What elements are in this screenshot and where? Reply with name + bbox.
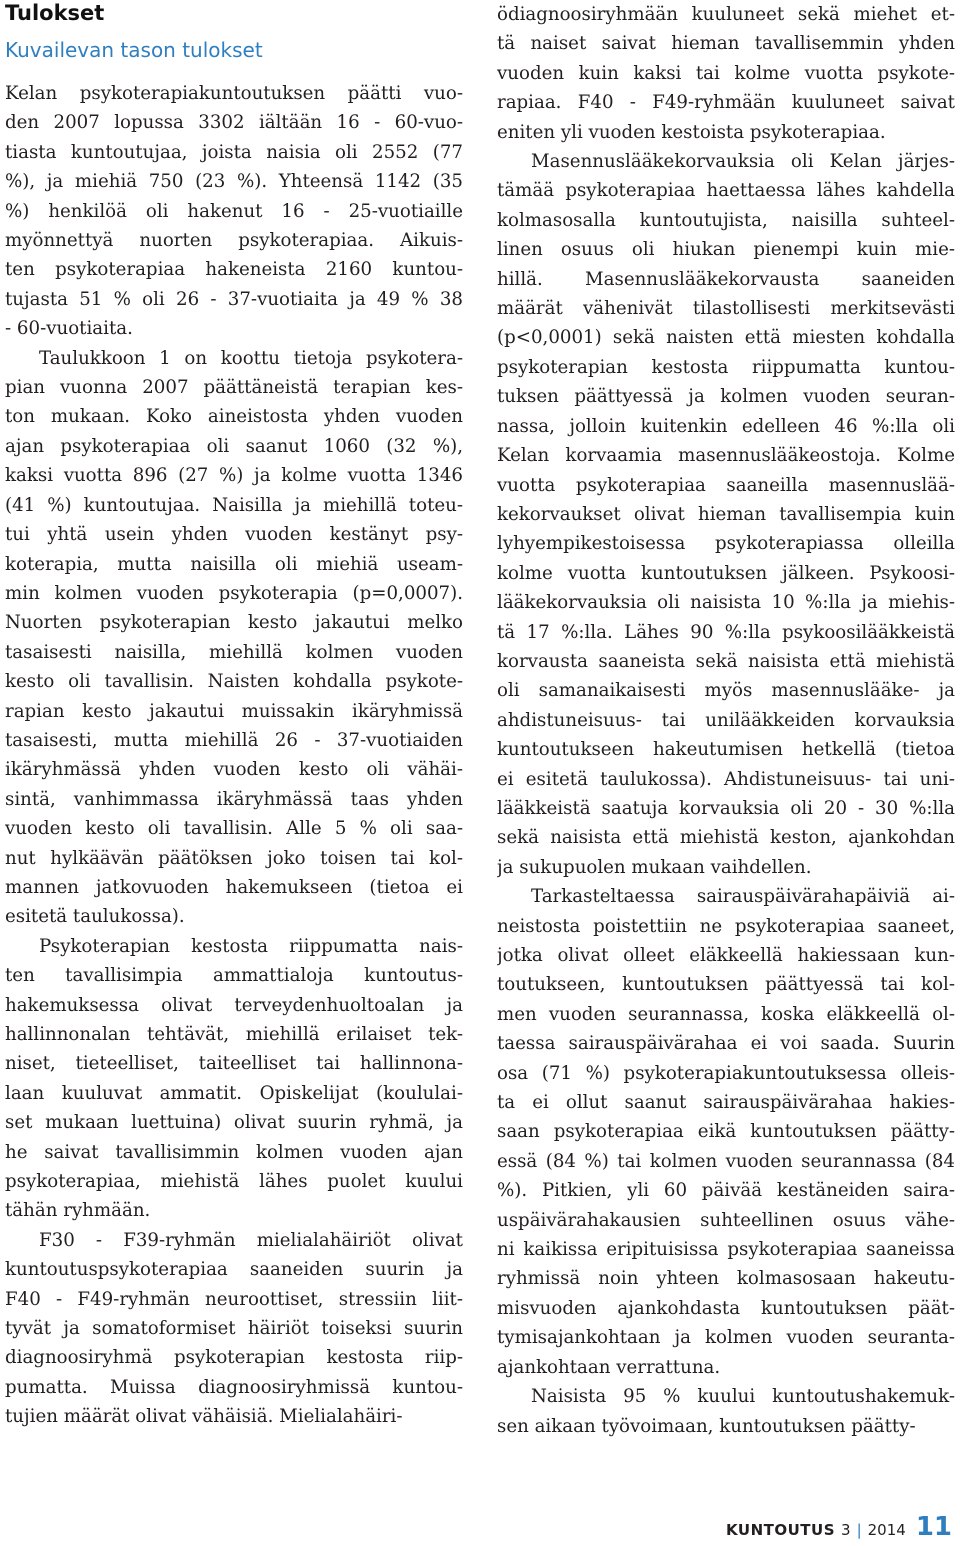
text-line: myönnettyä nuorten psykoterapiaa. Aikuis- <box>5 230 463 252</box>
text-line: ödiagnoosiryhmään kuuluneet sekä miehet et- <box>497 4 955 25</box>
text-line: laan kuuluvat ammatit. Opiskelijat (koululai- <box>5 1082 463 1104</box>
paragraph <box>497 1382 955 1441</box>
text-line: %) henkilöä oli hakenut 16 - 25-vuotiaille <box>5 200 463 222</box>
text-line: Psykoterapian kestosta riippumatta nais- <box>39 935 463 957</box>
text-line: ton mukaan. Koko aineistosta yhden vuoden <box>5 406 463 428</box>
text-line: tähän ryhmään. <box>5 1200 151 1222</box>
text-line: neistosta poistettiin ne psykoterapiaa saaneet, <box>497 915 955 937</box>
text-line: toutukseen, kuntoutuksen päättyessä tai kol- <box>497 974 955 996</box>
text-line: %), ja miehiä 750 (23 %). Yhteensä 1142 (35 <box>5 171 463 193</box>
text-line: sen aikaan työvoimaan, kuntoutuksen päätty- <box>497 1415 916 1437</box>
text-line: (p<0,0001) sekä naisten että miesten kohdalla <box>497 327 955 349</box>
text-line: misvuoden ajankohdasta kuntoutuksen päät- <box>497 1297 955 1319</box>
section-heading: Tulokset <box>5 1 105 25</box>
text-line: vuotta psykoterapiaa saaneilla masennuslää- <box>497 474 955 496</box>
magazine-name: KUNTOUTUS <box>726 1521 836 1539</box>
text-line: vuoden kuin kaksi tai kolme vuotta psykote- <box>497 62 955 84</box>
text-line: ikäryhmässä yhden vuoden kesto oli vähäi- <box>5 759 463 781</box>
text-line: psykoterapian kestosta riippumatta kuntou- <box>497 356 955 378</box>
text-line: hakemuksessa olivat terveydenhuoltoalan ja <box>5 994 463 1016</box>
text-line: essä (84 %) tai kolmen vuoden seurannassa (84 <box>497 1150 955 1172</box>
paragraph <box>5 1226 463 1432</box>
paragraph <box>497 147 955 882</box>
text-line: ahdistuneisuus- tai unilääkkeiden korvauksia <box>497 709 955 731</box>
text-line: määrät vähenivät tilastollisesti merkitsevästi <box>497 298 955 320</box>
text-line: kolmasosalla kuntoutujista, naisilla suhteel- <box>497 209 955 231</box>
paragraph <box>5 79 463 344</box>
text-line: tämää psykoterapiaa haettaessa lähes kahdella <box>497 180 955 202</box>
text-line: men vuoden seurannassa, koska eläkkeellä ol- <box>497 1003 955 1025</box>
text-line: ni kaikissa eripituisissa psykoterapiaa saaneissa <box>497 1239 955 1261</box>
text-line: Taulukkoon 1 on koottu tietoja psykotera- <box>39 347 463 369</box>
paragraph <box>5 344 463 932</box>
page-footer <box>726 1512 952 1542</box>
left-column-body <box>5 79 463 1432</box>
text-line: mannen jatkovuoden hakemukseen (tietoa ei <box>5 876 463 898</box>
text-line: esitetä taulukossa). <box>5 906 185 928</box>
text-line: tasaisesti naisilla, miehillä kolmen vuoden <box>5 641 463 663</box>
text-line: (41 %) kuntoutujaa. Naisilla ja miehillä toteu- <box>5 494 463 516</box>
text-line: kekorvaukset olivat hieman tavallisempia kuin <box>497 503 955 525</box>
text-line: ryhmissä noin yhteen kolmasosaan hakeutu- <box>497 1268 955 1290</box>
footer-separator: | <box>856 1521 862 1539</box>
text-line: saan psykoterapiaa eikä kuntoutuksen päätty- <box>497 1121 955 1143</box>
text-line: ta ei ollut saanut sairauspäivärahaa hakies- <box>497 1092 955 1114</box>
text-line: kuntoutukseen hakeutumisen hetkellä (tietoa <box>497 739 955 761</box>
text-line: kesto oli tavallisin. Naisten kohdalla psykote- <box>5 671 463 693</box>
text-line: Masennuslääkekorvauksia oli Kelan järjes- <box>531 151 955 173</box>
text-line: den 2007 lopussa 3302 iältään 16 - 60-vuo- <box>5 112 463 134</box>
text-line: tä 17 %:lla. Lähes 90 %:lla psykoosilääkkeistä <box>497 621 955 643</box>
text-line: F40 - F49-ryhmän neuroottiset, stressiin liit- <box>5 1288 463 1310</box>
text-line: ajankohtaan verrattuna. <box>497 1356 721 1378</box>
text-line: - 60-vuotiaita. <box>5 318 133 340</box>
left-column <box>5 0 463 1432</box>
text-line: kaksi vuotta 896 (27 %) ja kolme vuotta 1346 <box>5 465 463 487</box>
text-line: min kolmen vuoden psykoterapia (p=0,0007). <box>5 582 463 604</box>
text-line: diagnoosiryhmä psykoterapian kestosta riip- <box>5 1347 463 1369</box>
paragraph <box>497 882 955 1382</box>
text-line: %). Pitkien, yli 60 päivää kestäneiden saira- <box>497 1180 955 1202</box>
text-line: taessa sairauspäivärahaa ei voi saada. Suurin <box>497 1033 955 1055</box>
text-line: lääkekorvauksia oli naisista 10 %:lla ja miehis- <box>497 592 955 614</box>
issue-year: 2014 <box>867 1521 906 1539</box>
paragraph <box>5 932 463 1226</box>
text-line: uspäivärahakausien suhteellinen osuus vähe- <box>497 1209 955 1231</box>
text-line: F30 - F39-ryhmän mielialahäiriöt olivat <box>39 1229 463 1251</box>
text-line: sekä naisista että miehistä keston, ajankohdan <box>497 827 955 849</box>
text-line: Naisista 95 % kuului kuntoutushakemuk- <box>531 1386 955 1408</box>
text-line: pian vuonna 2007 päättäneistä terapian kes- <box>5 377 463 399</box>
section-subheading: Kuvailevan tason tulokset <box>5 38 263 62</box>
text-line: Kelan korvaamia masennuslääkeostoja. Kolme <box>497 445 955 467</box>
text-line: kuntoutuspsykoterapiaa saaneiden suurin ja <box>5 1259 463 1281</box>
text-line: tyvät ja somatoformiset häiriöt toiseksi suurin <box>5 1318 463 1340</box>
text-line: nassa, jolloin kuitenkin edelleen 46 %:lla oli <box>497 415 955 437</box>
text-line: pumatta. Muissa diagnoosiryhmissä kuntou- <box>5 1376 463 1398</box>
text-line: tuksen päättyessä ja kolmen vuoden seuran- <box>497 386 955 408</box>
text-line: Kelan psykoterapiakuntoutuksen päätti vuo- <box>5 83 463 104</box>
text-line: sintä, vanhimmassa ikäryhmässä taas yhden <box>5 788 463 810</box>
text-line: ten psykoterapiaa hakeneista 2160 kuntou- <box>5 259 463 281</box>
text-line: koterapia, mutta naisilla oli miehiä useam- <box>5 553 463 575</box>
text-line: niset, tieteelliset, taiteelliset tai hallinnona- <box>5 1053 463 1075</box>
text-line: tui yhtä usein yhden vuoden kestänyt psy- <box>5 524 463 546</box>
text-line: ei esitetä taulukossa). Ahdistuneisuus- tai uni- <box>497 768 955 790</box>
text-line: tymisajankohtaan ja kolmen vuoden seuranta- <box>497 1327 955 1349</box>
text-line: jotka olivat olleet eläkkeellä hakiessaan kun- <box>497 945 955 966</box>
text-line: tasaisesti, mutta miehillä 26 - 37-vuotiaiden <box>5 729 463 751</box>
text-line: osa (71 %) psykoterapiakuntoutuksessa olleis- <box>497 1062 955 1084</box>
text-line: rapian kesto jakautui muissakin ikäryhmissä <box>5 700 463 722</box>
text-line: tujasta 51 % oli 26 - 37-vuotiaita ja 49 % 38 <box>5 288 463 310</box>
text-line: tä naiset saivat hieman tavallisemmin yhden <box>497 33 955 55</box>
text-line: lyhyempikestoisessa psykoterapiassa olleilla <box>497 533 955 555</box>
text-line: Tarkasteltaessa sairauspäivärahapäiviä ai- <box>531 886 955 908</box>
text-line: eniten yli vuoden kestoista psykoterapiaa. <box>497 121 886 143</box>
text-line: he saivat tavallisimmin kolmen vuoden ajan <box>5 1141 463 1163</box>
text-line: hallinnonalan tehtävät, miehillä erilaiset tek- <box>5 1024 463 1045</box>
text-line: Nuorten psykoterapian kesto jakautui melko <box>5 612 463 634</box>
text-line: hillä. Masennuslääkekorvausta saaneiden <box>497 268 955 290</box>
right-column <box>497 0 955 1441</box>
text-line: vuoden kesto oli tavallisin. Alle 5 % oli saa- <box>5 818 463 840</box>
paragraph <box>497 0 955 147</box>
text-line: psykoterapiaa, miehistä lähes puolet kuului <box>5 1171 463 1193</box>
text-line: oli samanaikaisesti myös masennuslääke- ja <box>497 680 955 702</box>
text-line: set mukaan luettuina) olivat suurin ryhmä, ja <box>5 1112 463 1134</box>
right-column-body <box>497 0 955 1441</box>
text-line: rapiaa. F40 - F49-ryhmään kuuluneet saivat <box>497 92 955 114</box>
text-line: ajan psykoterapiaa oli saanut 1060 (32 %), <box>5 435 463 457</box>
text-line: korvausta saaneista sekä naisista että miehistä <box>497 650 955 672</box>
text-line: kolme vuotta kuntoutuksen jälkeen. Psykoosi- <box>497 562 955 584</box>
page-number: 11 <box>915 1512 952 1542</box>
text-line: lääkkeistä saatuja korvauksia oli 20 - 30 %:lla <box>497 797 955 819</box>
text-line: tujien määrät olivat vähäisiä. Mielialahäiri- <box>5 1406 403 1428</box>
text-line: linen osuus oli hiukan pienempi kuin mie- <box>497 239 955 261</box>
issue-number: 3 <box>841 1521 851 1539</box>
text-line: ten tavallisimpia ammattialoja kuntoutus- <box>5 965 463 987</box>
text-line: ja sukupuolen mukaan vaihdellen. <box>497 856 812 878</box>
text-line: tiasta kuntoutujaa, joista naisia oli 2552 (77 <box>5 141 463 163</box>
text-line: nut hylkäävän päätöksen joko toisen tai kol- <box>5 847 463 869</box>
